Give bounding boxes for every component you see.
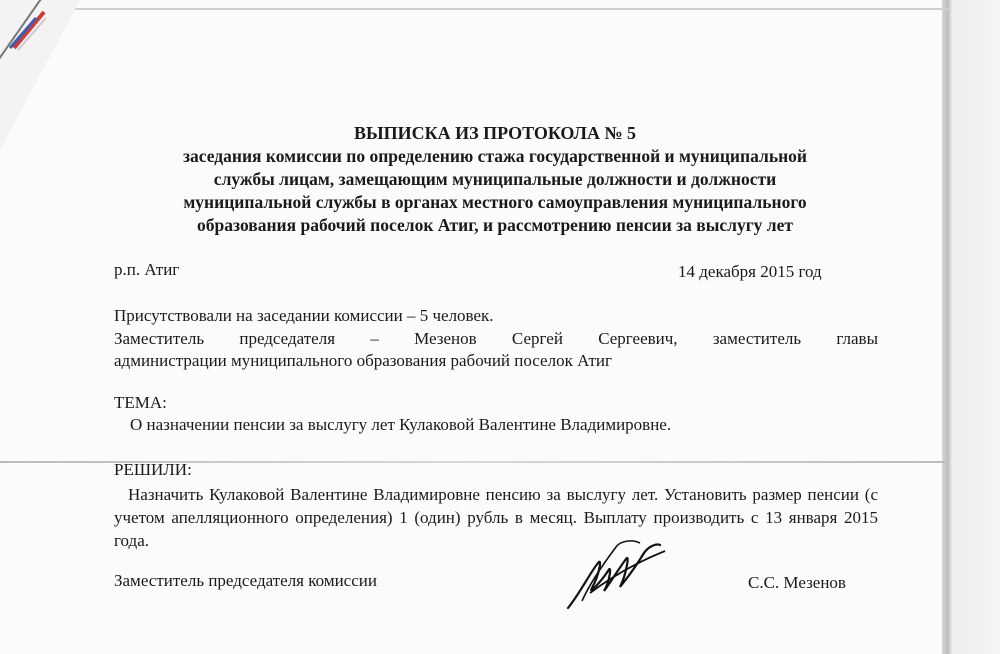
document-header [110,122,880,237]
subtitle-line: заседания комиссии по определению стажа государственной и муниципальной [182,146,807,166]
signer-title: Заместитель председателя комиссии [114,571,377,590]
topic-text: О назначении пенсии за выслугу лет Кулаковой Валентине Владимировне. [130,415,672,434]
logo-icon [6,8,50,52]
topic-heading: ТЕМА: [114,393,167,412]
place: р.п. Атиг [114,260,180,279]
paper-edge [942,0,1000,654]
subtitle-line: муниципальной службы в органах местного самоуправления муниципального [183,192,807,212]
attendance: Присутствовали на заседании комиссии – 5 человек. [114,306,494,325]
document-title: ВЫПИСКА ИЗ ПРОТОКОЛА № 5 [353,123,637,143]
paper-top-edge [60,8,950,10]
date: 14 декабря 2015 год [678,262,822,281]
decision-text: Назначить Кулаковой Валентине Владимировне пенсию за выслугу лет. Установить размер пенсии (с учетом апелляционного определения) 1 (один) рубль в месяц. Выплату производить с 13 января 2015 года. [114,485,878,550]
subtitle-line: службы лицам, замещающим муниципальные должности и должности [213,169,777,189]
decision-heading: РЕШИЛИ: [114,460,192,479]
signer-name: С.С. Мезенов [748,573,846,592]
signature-image [560,533,670,613]
deputy-line-2: администрации муниципального образования рабочий поселок Атиг [114,351,613,370]
subtitle-line: образования рабочий поселок Атиг, и рассмотрению пенсии за выслугу лет [197,215,793,235]
deputy-line-1: Заместитель председателя – Мезенов Сергей Сергеевич, заместитель главы [114,329,878,348]
